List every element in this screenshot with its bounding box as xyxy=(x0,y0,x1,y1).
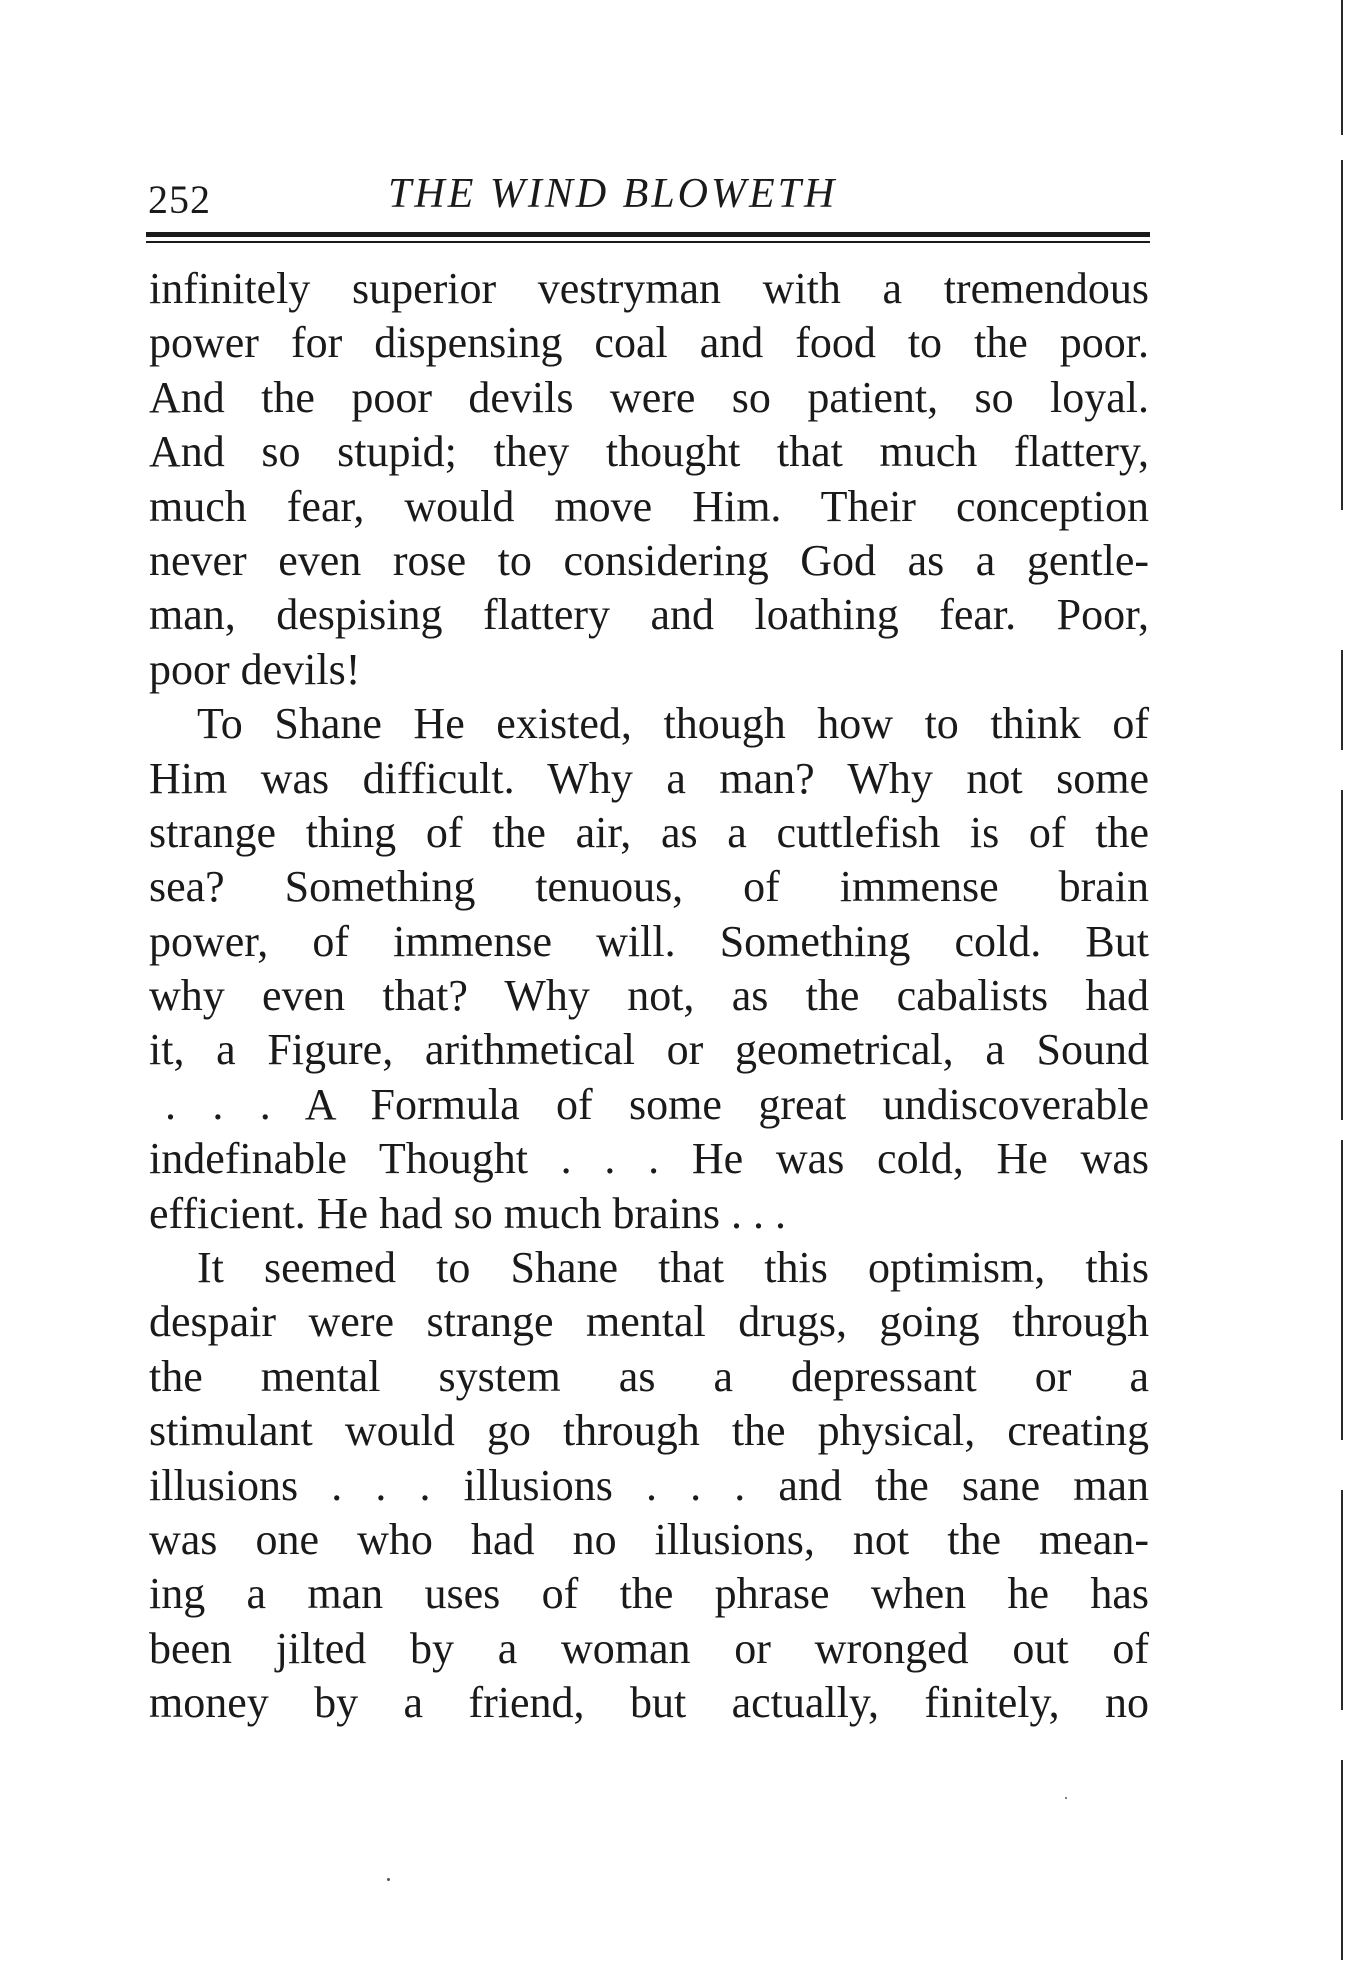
text-line: was one who had no illusions, not the mean- xyxy=(149,1514,1149,1564)
text-line: infinitely superior vestryman with a tremendous xyxy=(149,264,1149,313)
text-line: And the poor devils were so patient, so loyal. xyxy=(149,372,1149,422)
text-line: stimulant would go through the physical, creating xyxy=(149,1406,1149,1456)
text-line: sea? Something tenuous, of immense brain xyxy=(149,862,1149,912)
body-text xyxy=(149,262,1149,1731)
text-line: indefinable Thought . . . He was cold, He was xyxy=(149,1134,1149,1184)
scan-speck xyxy=(1065,1797,1067,1799)
text-line: efficient. He had so much brains . . . xyxy=(149,1188,787,1238)
text-line: power for dispensing coal and food to the poor. xyxy=(149,318,1149,368)
text-line: never even rose to considering God as a gentle- xyxy=(149,535,1149,585)
text-line: To Shane He existed, though how to think of xyxy=(197,699,1149,749)
text-line: been jilted by a woman or wronged out of xyxy=(149,1623,1149,1673)
text-line: illusions . . . illusions . . . and the sane man xyxy=(149,1460,1149,1510)
text-line: the mental system as a depressant or a xyxy=(149,1351,1149,1401)
running-head xyxy=(148,170,1148,230)
scan-edge-mark xyxy=(1341,0,1343,135)
text-line: despair were strange mental drugs, going through xyxy=(149,1297,1149,1347)
header-rule-thick xyxy=(146,232,1150,237)
scan-edge-mark xyxy=(1341,790,1343,1120)
text-line: poor devils! xyxy=(149,644,361,694)
text-line: And so stupid; they thought that much flattery, xyxy=(149,427,1149,477)
scan-edge-mark xyxy=(1341,1760,1343,1960)
text-line: power, of immense will. Something cold. But xyxy=(149,916,1149,966)
text-line: strange thing of the air, as a cuttlefish is of the xyxy=(149,807,1149,857)
text-line: . . . A Formula of some great undiscoverable xyxy=(165,1079,1149,1129)
text-line: much fear, would move Him. Their conception xyxy=(149,481,1149,531)
text-line: money by a friend, but actually, finitely, no xyxy=(149,1678,1149,1728)
scan-edge-mark xyxy=(1341,1490,1343,1710)
scan-edge-mark xyxy=(1341,160,1343,510)
scan-edge-mark xyxy=(1341,1140,1343,1440)
text-line: why even that? Why not, as the cabalists had xyxy=(149,971,1149,1021)
text-line: man, despising flattery and loathing fear. Poor, xyxy=(149,590,1149,640)
text-line: Him was difficult. Why a man? Why not some xyxy=(149,753,1149,803)
text-line: ing a man uses of the phrase when he has xyxy=(149,1569,1149,1619)
text-line: It seemed to Shane that this optimism, this xyxy=(197,1243,1149,1293)
header-rule-thin xyxy=(146,241,1150,243)
scan-speck xyxy=(387,1878,390,1881)
scan-edge-mark xyxy=(1341,650,1343,750)
text-line: it, a Figure, arithmetical or geometrical, a Sound xyxy=(149,1025,1149,1075)
page-number: 252 xyxy=(148,177,211,222)
running-title: THE WIND BLOWETH xyxy=(388,171,838,217)
